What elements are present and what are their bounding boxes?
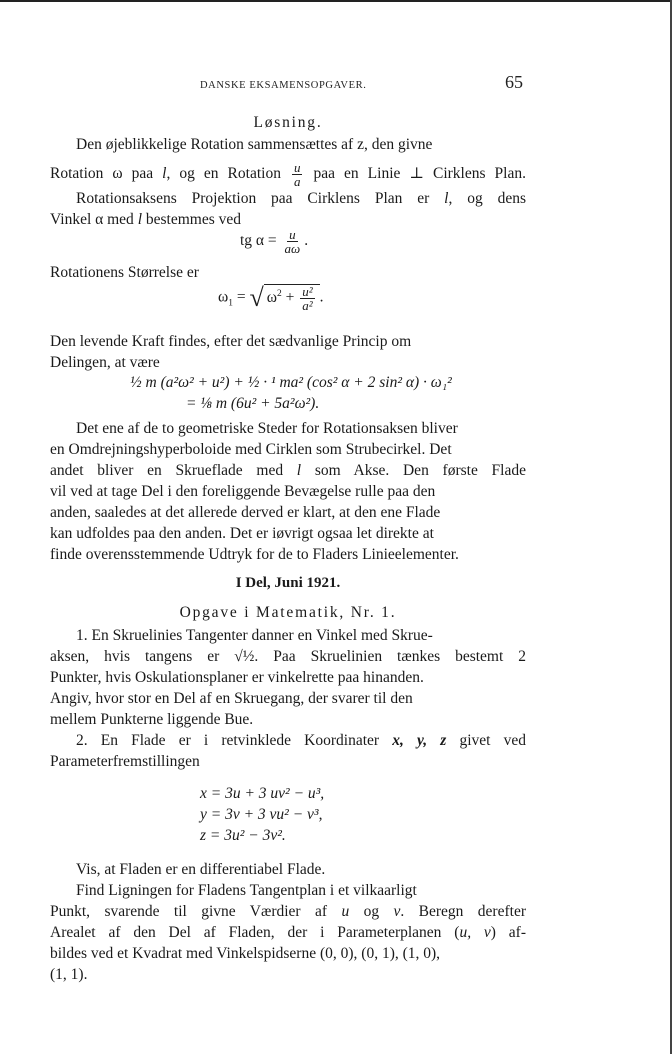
- equation-omega-1: $\omega_1$ = √ $\omega^2$ + $\frac{\text{u²}}{\text{a²}}$ .: [218, 283, 324, 313]
- problem-1: 1. En Skruelinies Tangenter danner en Vinkel med Skrue- aksen, hvis tangens er √½. Paa Skruelinien tænkes bestemt 2 Punkter, hvis Oskulationsplaner er vinkelrette paa hinanden. Angiv, hvor stor en Del af en Skruegang, der svarer til den mellem Punkterne liggende Bue.: [50, 627, 526, 728]
- solution-p2-line1: Rotationsaksens Projektion paa Cirklens Plan er l, og dens: [76, 190, 526, 207]
- solution-paragraph-1: [50, 134, 526, 188]
- problem-2-differentiable: Vis, at Fladen er en differentiabel Flade.: [76, 861, 326, 878]
- solution-p4-line2: Delingen, at være: [50, 354, 160, 371]
- equation-tan-alpha: tg α = $\frac{u}{a\omega}$ .: [240, 227, 309, 256]
- scan-edge-top: [0, 0, 672, 2]
- equation-y: y = 3v + 3 vu² − v³,: [200, 806, 323, 823]
- equation-kinetic-energy-2: = ⅛ m (6u² + 5a²ω²).: [186, 395, 320, 412]
- fraction-u-over-a: $\frac{u}{a}$: [293, 160, 301, 189]
- assignment-heading: Opgave i Matematik, Nr. 1.: [179, 604, 397, 621]
- page-number: 65: [505, 72, 523, 92]
- running-head: DANSKE EKSAMENSOPGAVER.: [200, 80, 367, 91]
- solution-paragraph-3: Rotationens Størrelse er: [50, 264, 199, 281]
- part-heading: I Del, Juni 1921.: [235, 575, 341, 591]
- solution-heading: Løsning.: [253, 114, 323, 131]
- fraction-u-over-a-omega: $\frac{u}{a\omega}$: [284, 227, 301, 256]
- solution-p2-line2: Vinkel α med l bestemmes ved: [50, 211, 242, 228]
- solution-p4-line1: Den levende Kraft findes, efter det sædvanlige Princip om: [50, 333, 412, 350]
- solution-p1-line1: Den øjeblikkelige Rotation sammensættes af z, den givne: [76, 136, 433, 153]
- equation-x: x = 3u + 3 uv² − u³,: [200, 785, 325, 802]
- solution-paragraph-5: Det ene af de to geometriske Steder for Rotationsaksen bliver en Omdrejningshyperboloide med Cirklen som Strubecirkel. Det andet bliver en Skrueflade med l som Akse. Den første Flade vil ved at tage Del i den foreliggende Bevægelse rulle paa den anden, saaledes at det allerede derved er klart, at den ene Flade kan udfoldes paa den anden. Det er iøvrigt ogsaa let direkte at finde overensstemmende Udtryk for de to Fladers Linieelementer.: [50, 420, 526, 563]
- problem-2-tangent-plane: Find Ligningen for Fladens Tangentplan i et vilkaarligt Punkt, svarende til givne Værdier af u og v. Beregn derefter Arealet af den Del af Fladen, der i Parameterplanen (u, v) af- bildes ved et Kvadrat med Vinkelspidserne (0, 0), (0, 1), (1, 0), (1, 1).: [50, 882, 526, 983]
- solution-paragraph-2: [50, 188, 526, 230]
- equation-kinetic-energy-1: ½ m (a²ω² + u²) + ½ · ¹ ma² (cos² α + 2 sin² α) · ω₁²: [130, 374, 452, 391]
- square-root-body: $\omega^2$ + $\frac{\text{u²}}{\text{a²}}$: [264, 284, 320, 312]
- problem-2: 2. En Flade er i retvinklede Koordinater x, y, z givet ved Parameterfremstillingen: [50, 732, 526, 770]
- solution-paragraph-4: [50, 331, 526, 373]
- equation-z: z = 3u² − 3v².: [200, 827, 286, 844]
- solution-p1-line2: Rotation ω paa l, og en Rotation $\frac{u}{a}$ paa en Linie ⊥ Cirklens Plan.: [50, 160, 526, 189]
